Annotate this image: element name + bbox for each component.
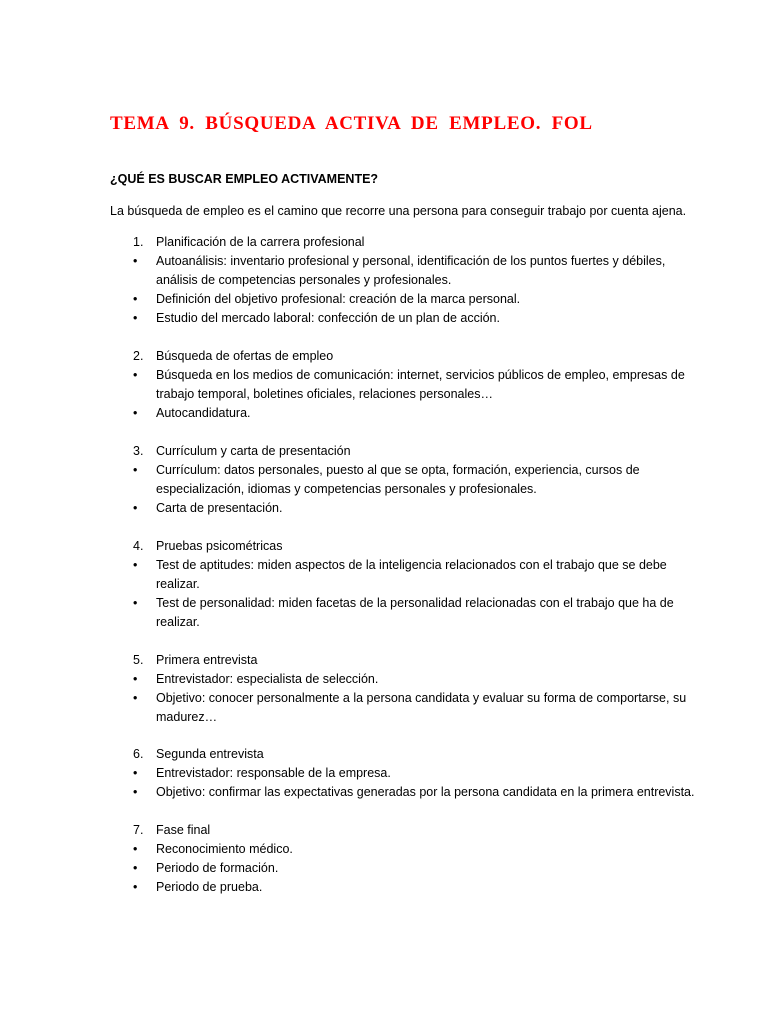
bullet-icon: • — [133, 691, 138, 705]
list-item — [0, 594, 768, 613]
section-title: Fase final — [156, 823, 211, 837]
list-item-continuation: realizar. — [156, 577, 200, 591]
bullet-icon: • — [133, 368, 138, 382]
section-title-line — [0, 537, 768, 556]
list-item — [0, 764, 768, 783]
bullet-icon: • — [133, 501, 138, 515]
bullet-icon: • — [133, 254, 138, 268]
list-item-text: Entrevistador: especialista de selección. — [156, 672, 379, 686]
list-item-text: Definición del objetivo profesional: creación de la marca personal. — [156, 292, 521, 306]
section-4 — [0, 537, 768, 632]
section-number: 2. — [133, 349, 144, 363]
section-7 — [0, 821, 768, 897]
list-item — [0, 271, 768, 290]
bullet-icon: • — [133, 292, 138, 306]
section-number: 3. — [133, 444, 144, 458]
list-item — [0, 689, 768, 708]
list-item — [0, 480, 768, 499]
list-item-continuation: realizar. — [156, 615, 200, 629]
list-item — [0, 404, 768, 423]
list-item-text: Reconocimiento médico. — [156, 842, 293, 856]
intro-paragraph: La búsqueda de empleo es el camino que recorre una persona para conseguir trabajo por cuenta ajena. — [110, 204, 687, 218]
document-title: TEMA 9. BÚSQUEDA ACTIVA DE EMPLEO. FOL — [110, 113, 593, 134]
list-item — [0, 613, 768, 632]
list-item — [0, 499, 768, 518]
list-item — [0, 708, 768, 727]
section-number: 5. — [133, 653, 144, 667]
list-item-text: Periodo de formación. — [156, 861, 279, 875]
bullet-icon: • — [133, 861, 138, 875]
list-item — [0, 556, 768, 575]
section-title-line — [0, 347, 768, 366]
section-3 — [0, 442, 768, 518]
bullet-icon: • — [133, 596, 138, 610]
list-item — [0, 385, 768, 404]
section-2 — [0, 347, 768, 423]
bullet-icon: • — [133, 311, 138, 325]
section-number: 4. — [133, 539, 144, 553]
list-item-text: Autocandidatura. — [156, 406, 251, 420]
section-5 — [0, 651, 768, 727]
list-item-text: Periodo de prueba. — [156, 880, 263, 894]
list-item-text: Carta de presentación. — [156, 501, 283, 515]
list-item-text: Búsqueda en los medios de comunicación: internet, servicios públicos de empleo, empresas de — [156, 368, 685, 382]
section-title-line — [0, 442, 768, 461]
list-item — [0, 783, 768, 802]
section-6 — [0, 745, 768, 802]
list-item-continuation: trabajo temporal, boletines oficiales, relaciones personales… — [156, 387, 493, 401]
section-title: Planificación de la carrera profesional — [156, 235, 365, 249]
section-heading: ¿QUÉ ES BUSCAR EMPLEO ACTIVAMENTE? — [110, 172, 379, 186]
list-item-text: Objetivo: confirmar las expectativas generadas por la persona candidata en la primera entrevista. — [156, 785, 695, 799]
bullet-icon: • — [133, 880, 138, 894]
section-title: Currículum y carta de presentación — [156, 444, 351, 458]
list-item — [0, 670, 768, 689]
list-item — [0, 859, 768, 878]
list-item — [0, 878, 768, 897]
section-title: Primera entrevista — [156, 653, 258, 667]
bullet-icon: • — [133, 672, 138, 686]
list-item-text: Currículum: datos personales, puesto al que se opta, formación, experiencia, cursos de — [156, 463, 640, 477]
list-item-continuation: especialización, idiomas y competencias personales y profesionales. — [156, 482, 537, 496]
bullet-icon: • — [133, 558, 138, 572]
list-item-text: Test de personalidad: miden facetas de la personalidad relacionadas con el trabajo que ha de — [156, 596, 674, 610]
section-number: 1. — [133, 235, 144, 249]
list-item — [0, 290, 768, 309]
section-number: 6. — [133, 747, 144, 761]
list-item-text: Autoanálisis: inventario profesional y personal, identificación de los puntos fuertes y débiles, — [156, 254, 666, 268]
bullet-icon: • — [133, 842, 138, 856]
bullet-icon: • — [133, 766, 138, 780]
section-title-line — [0, 745, 768, 764]
section-title-line — [0, 651, 768, 670]
list-item-continuation: análisis de competencias personales y profesionales. — [156, 273, 452, 287]
section-title: Búsqueda de ofertas de empleo — [156, 349, 334, 363]
list-item-text: Objetivo: conocer personalmente a la persona candidata y evaluar su forma de comportarse, su — [156, 691, 687, 705]
bullet-icon: • — [133, 406, 138, 420]
section-title-line — [0, 821, 768, 840]
section-number: 7. — [133, 823, 144, 837]
list-item — [0, 461, 768, 480]
section-title: Pruebas psicométricas — [156, 539, 283, 553]
list-item-continuation: madurez… — [156, 710, 218, 724]
section-title: Segunda entrevista — [156, 747, 264, 761]
list-item-text: Entrevistador: responsable de la empresa. — [156, 766, 391, 780]
list-item — [0, 840, 768, 859]
list-item — [0, 309, 768, 328]
list-item-text: Test de aptitudes: miden aspectos de la inteligencia relacionados con el trabajo que se debe — [156, 558, 667, 572]
bullet-icon: • — [133, 785, 138, 799]
bullet-icon: • — [133, 463, 138, 477]
list-item — [0, 575, 768, 594]
list-item — [0, 366, 768, 385]
list-item-text: Estudio del mercado laboral: confección de un plan de acción. — [156, 311, 500, 325]
list-item — [0, 252, 768, 271]
section-title-line — [0, 233, 768, 252]
section-1 — [0, 233, 768, 328]
